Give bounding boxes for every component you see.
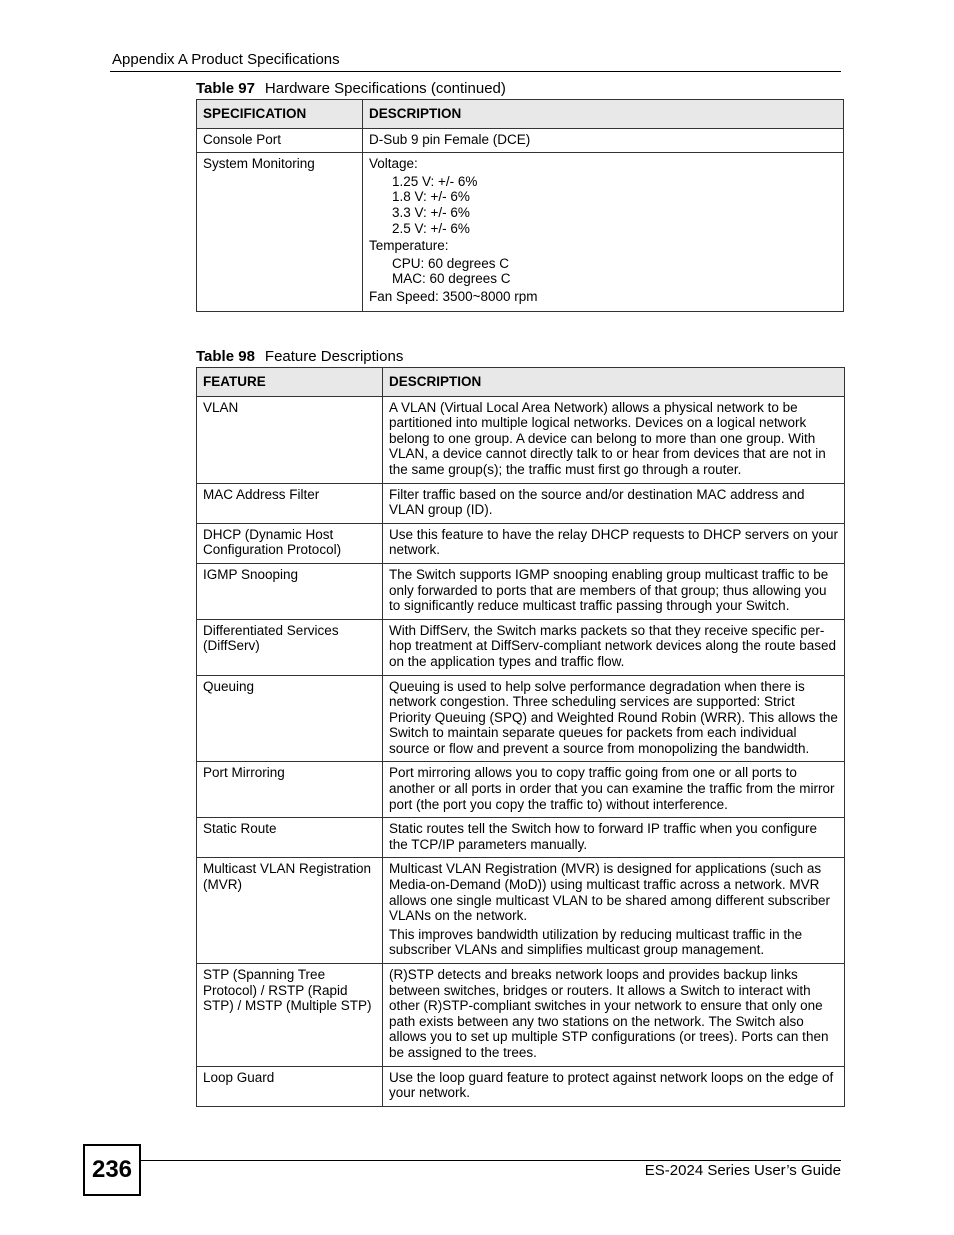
feature-description-cell <box>383 762 845 818</box>
feature-description-cell <box>383 619 845 675</box>
table-row <box>197 619 845 675</box>
table-row <box>197 964 845 1067</box>
description-paragraph: Use this feature to have the relay DHCP requests to DHCP servers on your network. <box>389 526 838 558</box>
description-paragraph: (R)STP detects and breaks network loops and provides backup links between switches, bridges or routers. It allows a Switch to interact with other (R)STP-compliant switches in your network to ensure that only one path exists between any two stations on the network. The Switch also allows you to set up multiple STP configurations (or trees). Ports can then be assigned to the trees. <box>389 967 829 1060</box>
column-header-description: DESCRIPTION <box>363 100 844 129</box>
table-row <box>197 858 845 964</box>
description-paragraph: Filter traffic based on the source and/or destination MAC address and VLAN group (ID). <box>389 486 805 518</box>
table97-number: Table 97 <box>196 80 255 97</box>
feature-name-cell: VLAN <box>197 396 383 483</box>
voltage-list <box>369 174 837 236</box>
table98-number: Table 98 <box>196 348 255 365</box>
table97-caption <box>196 80 506 97</box>
voltage-item: 2.5 V: +/- 6% <box>392 220 470 236</box>
description-paragraph: Use the loop guard feature to protect against network loops on the edge of your network. <box>389 1069 834 1101</box>
table-row <box>197 153 844 312</box>
feature-description-cell <box>383 563 845 619</box>
feature-name-cell: Loop Guard <box>197 1066 383 1106</box>
table-header-row <box>197 100 844 129</box>
table-header-row <box>197 368 845 397</box>
voltage-item: 1.8 V: +/- 6% <box>392 189 470 205</box>
feature-name-cell: Multicast VLAN Registration (MVR) <box>197 858 383 964</box>
feature-description-cell <box>383 396 845 483</box>
description-paragraph: This improves bandwidth utilization by reducing multicast traffic in the subscriber VLANs and simplifies multicast group management. <box>389 926 803 958</box>
description-paragraph: The Switch supports IGMP snooping enabling group multicast traffic to be only forwarded to ports that are members of that group; thus allowing you to significantly reduce multicast traffic passing through your Switch. <box>389 566 829 614</box>
temperature-item: CPU: 60 degrees C <box>392 255 510 271</box>
feature-description-cell <box>383 675 845 762</box>
description-paragraph: With DiffServ, the Switch marks packets so that they receive specific per-hop treatment at DiffServ-compliant network devices along the route based on the application types and traffic flow. <box>389 622 836 669</box>
column-header-specification: SPECIFICATION <box>197 100 363 129</box>
feature-name-cell: DHCP (Dynamic Host Configuration Protocol) <box>197 523 383 563</box>
page-header-section: Appendix A Product Specifications <box>112 51 340 68</box>
voltage-item: 1.25 V: +/- 6% <box>392 173 478 189</box>
spec-value-cell <box>363 153 844 312</box>
description-paragraph: Multicast VLAN Registration (MVR) is designed for applications (such as Media-on-Demand (MoD)) using multicast traffic across a network. MVR allows one single multicast VLAN to be shared among different subscriber VLANs on the network. <box>389 861 830 924</box>
feature-name-cell: IGMP Snooping <box>197 563 383 619</box>
table-row <box>197 818 845 858</box>
spec-name-cell: Console Port <box>197 128 363 153</box>
table-row <box>197 396 845 483</box>
feature-name-cell: Queuing <box>197 675 383 762</box>
temperature-label: Temperature: <box>369 238 449 254</box>
feature-name-cell: STP (Spanning Tree Protocol) / RSTP (Rapid STP) / MSTP (Multiple STP) <box>197 964 383 1067</box>
feature-name-cell: MAC Address Filter <box>197 483 383 523</box>
feature-description-cell <box>383 523 845 563</box>
column-header-feature: FEATURE <box>197 368 383 397</box>
feature-name-cell: Static Route <box>197 818 383 858</box>
temperature-list <box>369 256 837 287</box>
feature-name-cell: Port Mirroring <box>197 762 383 818</box>
feature-description-cell <box>383 858 845 964</box>
feature-description-cell <box>383 818 845 858</box>
hardware-spec-table <box>196 99 844 312</box>
table-row <box>197 128 844 153</box>
temperature-item: MAC: 60 degrees C <box>392 271 511 287</box>
table-row <box>197 762 845 818</box>
description-paragraph: Port mirroring allows you to copy traffic going from one or all ports to another or all ports in order that you can examine the traffic from the mirror port (the port you copy the traffic to) without interference. <box>389 765 835 812</box>
page-number: 236 <box>83 1144 141 1196</box>
feature-description-cell <box>383 1066 845 1106</box>
table-row <box>197 523 845 563</box>
table97-title: Hardware Specifications (continued) <box>264 80 506 97</box>
column-header-description: DESCRIPTION <box>383 368 845 397</box>
table-row <box>197 563 845 619</box>
table-row <box>197 483 845 523</box>
fan-speed: Fan Speed: 3500~8000 rpm <box>369 288 538 304</box>
feature-descriptions-table <box>196 367 845 1107</box>
guide-title: ES-2024 Series User’s Guide <box>644 1162 841 1179</box>
table98-title: Feature Descriptions <box>264 348 404 365</box>
description-paragraph: Static routes tell the Switch how to forward IP traffic when you configure the TCP/IP parameters manually. <box>389 821 817 852</box>
spec-name-cell: System Monitoring <box>197 153 363 312</box>
header-divider <box>110 71 841 72</box>
spec-value-cell: D-Sub 9 pin Female (DCE) <box>363 128 844 153</box>
feature-description-cell <box>383 964 845 1067</box>
description-paragraph: A VLAN (Virtual Local Area Network) allows a physical network to be partitioned into multiple logical networks. Devices on a logical network belong to one group. A device can belong to more than one group. With VLAN, a device cannot directly talk to or hear from devices that are not in the same group(s); the traffic must first go through a router. <box>389 399 826 477</box>
table-row <box>197 675 845 762</box>
feature-name-cell: Differentiated Services (DiffServ) <box>197 619 383 675</box>
voltage-item: 3.3 V: +/- 6% <box>392 204 470 220</box>
footer-divider <box>141 1160 841 1161</box>
table-row <box>197 1066 845 1106</box>
feature-description-cell <box>383 483 845 523</box>
voltage-label: Voltage: <box>369 156 418 172</box>
table98-caption <box>196 348 403 365</box>
description-paragraph: Queuing is used to help solve performance degradation when there is network congestion. Three scheduling services are supported: Strict Priority Queuing (SPQ) and Weighted Round Robin (WRR). This allows the Switch to maintain separate queues for packets from each individual source or flow and prevent a source from monopolizing the bandwidth. <box>389 678 838 756</box>
